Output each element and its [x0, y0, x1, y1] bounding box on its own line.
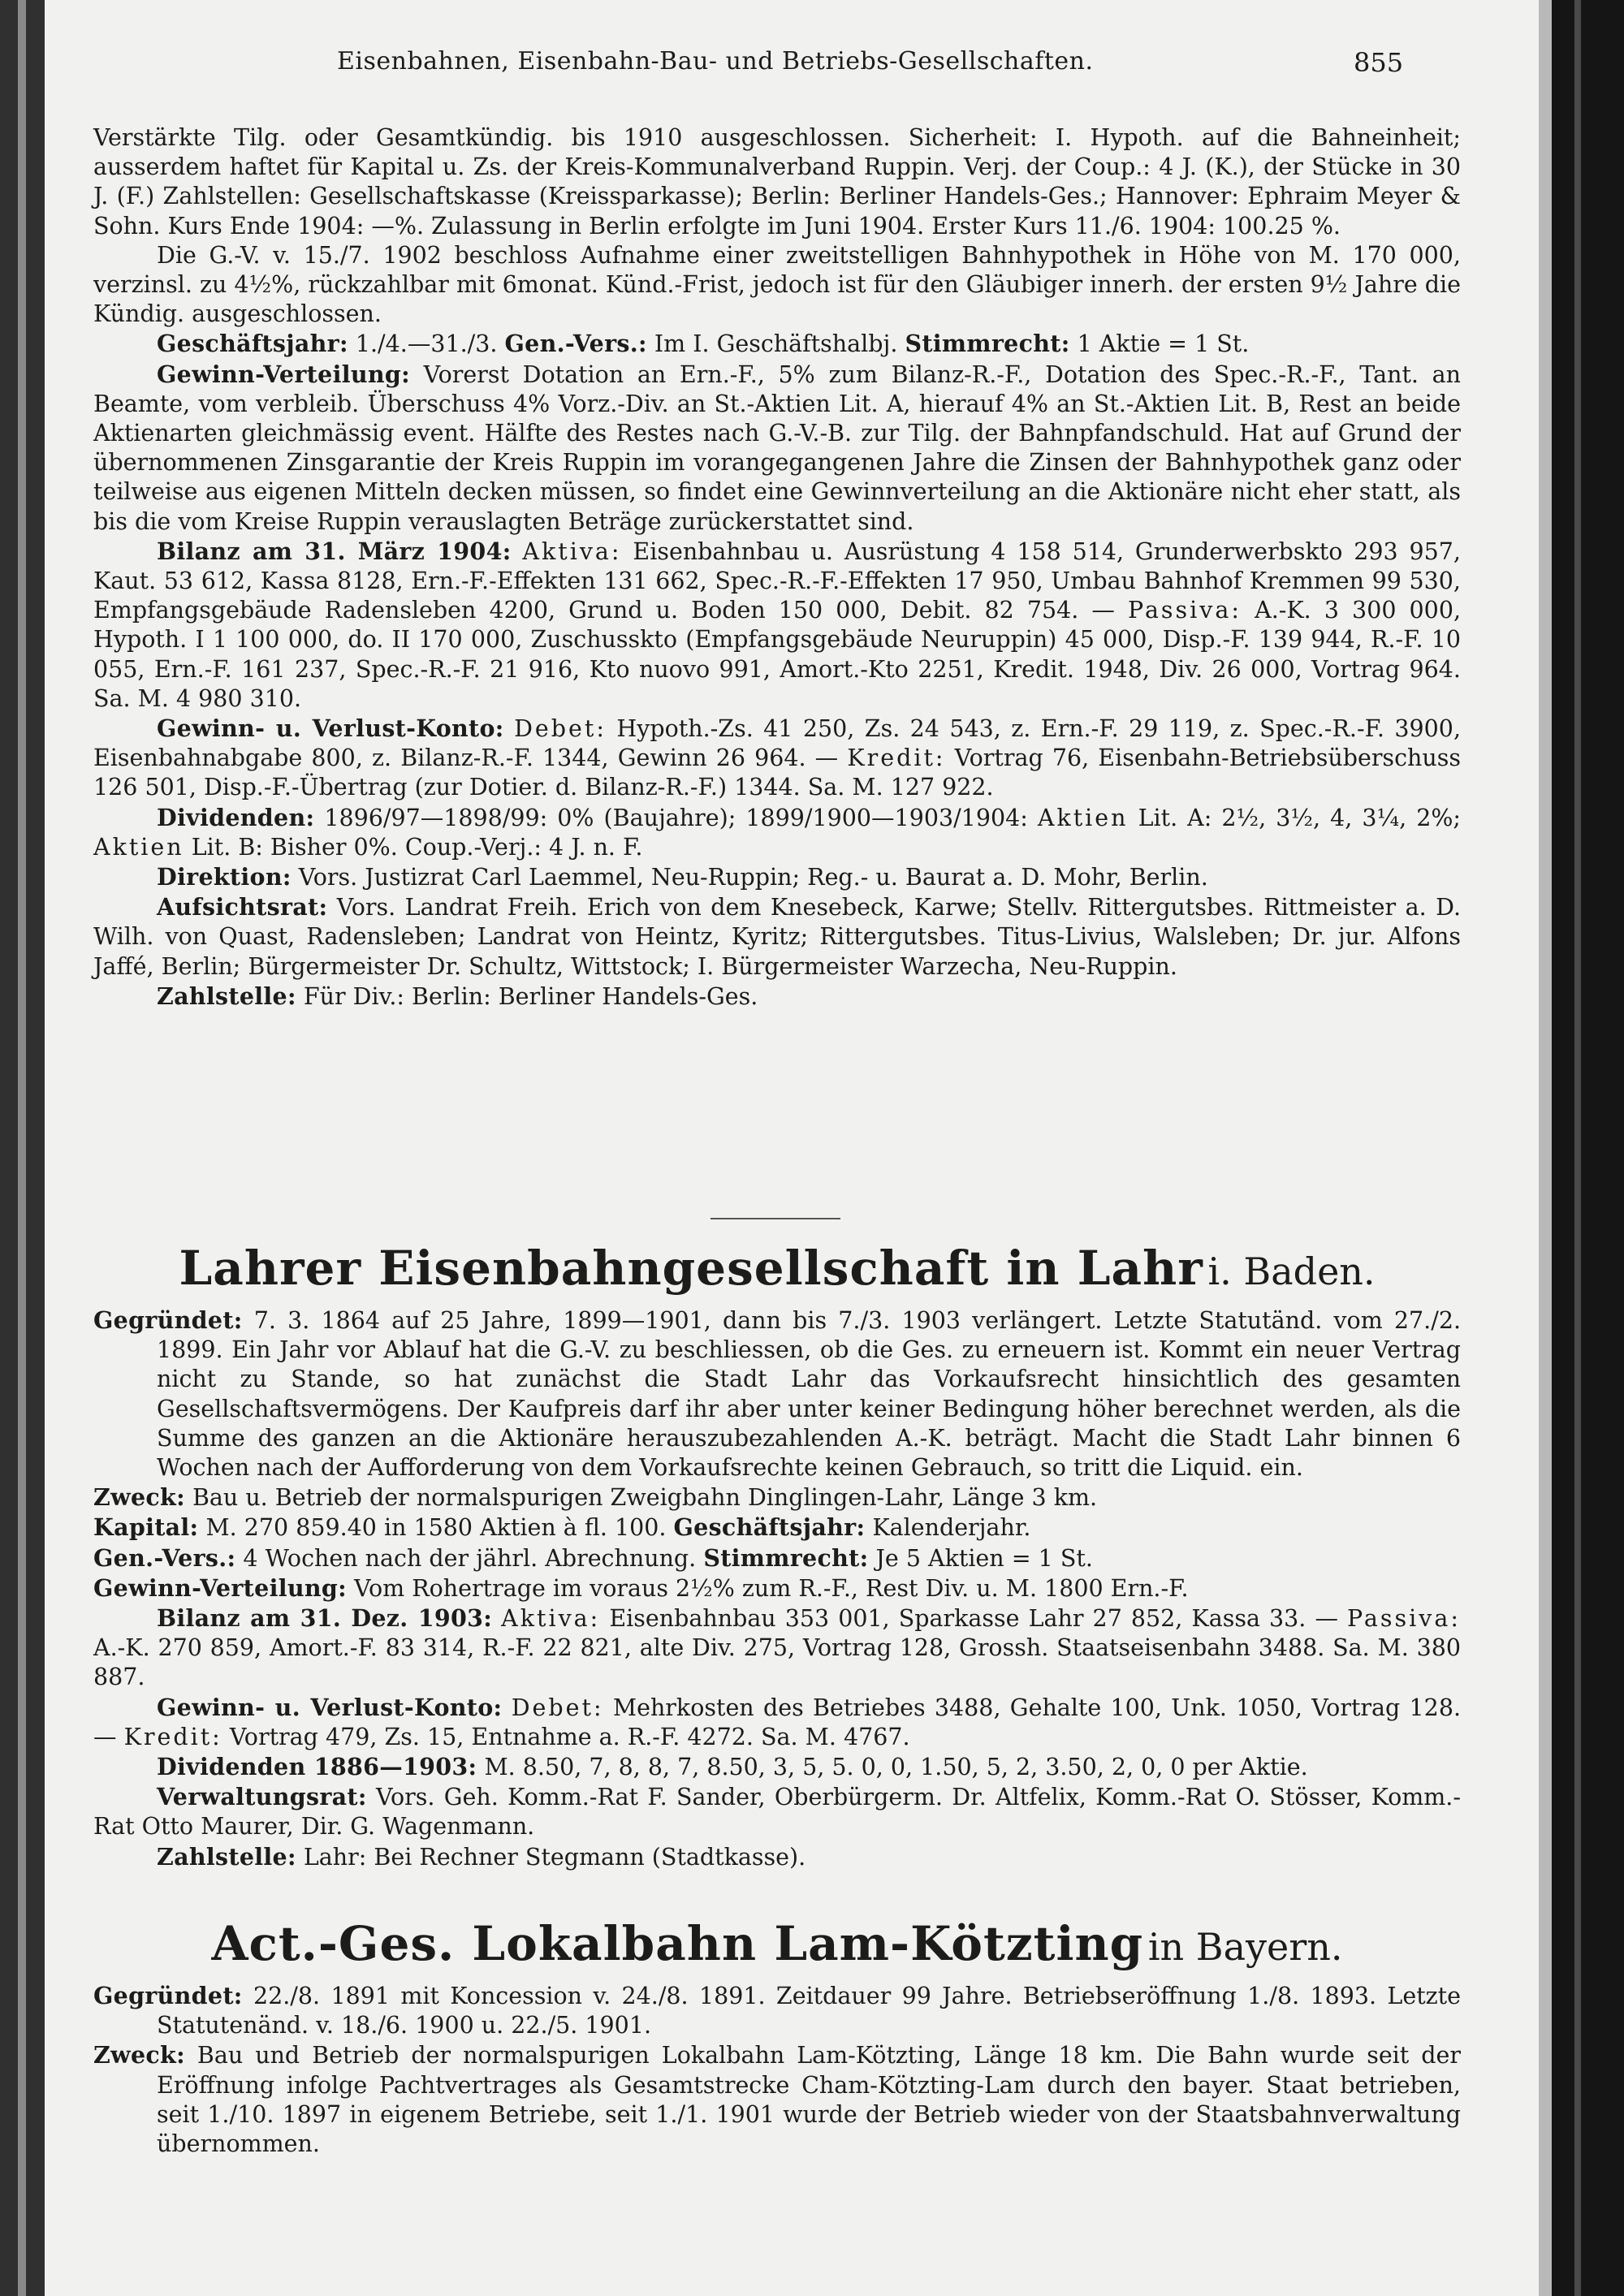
direktion-paragraph [93, 862, 1461, 892]
gegruendet-text: 7. 3. 1864 auf 25 Jahre, 1899—1901, dann bis 7./3. 1903 verlängert. Letzte Statutänd. vom 27./2. 1899. Ein Jahr vor Ablauf hat die G.-V. zu beschliessen, ob die Ges. zu erneuern ist. Kommt ein neuer Vertrag nicht zu Stande, so hat zunächst die Stadt Lahr das Vorkaufsrecht hinsichtlich des gesamten Gesellschaftsvermögens. Der Kaufpreis darf ihr aber unter keiner Bedingung höher berechnet werden, als die Summe des ganzen an die Aktionäre herauszubezahlenden A.-K. beträgt. Macht die Stadt Lahr binnen 6 Wochen nach der Aufforderung von dem Vorkaufsrechte keinen Gebrauch, so tritt die Liquid. ein. [157, 1307, 1462, 1482]
book-spine-edge [1539, 0, 1624, 2296]
company-location: i. Baden. [1207, 1249, 1376, 1293]
gegruendet-label: Gegründet: [93, 1306, 243, 1334]
kredit-text: Vortrag 76, Eisenbahn-Betriebsüberschuss 126 501, Disp.-F.-Übertrag (zur Dotier. d. Bilanz-R.-F.) 1344. Sa. M. 127 922. [93, 744, 1461, 801]
guv-label: Gewinn- u. Verlust-Konto: [157, 714, 504, 743]
company-name: Act.-Ges. Lokalbahn Lam-Kötzting [211, 1916, 1144, 1971]
dividenden-text-3: Lit. B: Bisher 0%. Coup.-Verj.: 4 J. n. F. [191, 833, 643, 861]
gewinn-verteilung-text: Vorerst Dotation an Ern.-F., 5% zum Bilanz-R.-F., Dotation des Spec.-R.-F., Tant. an Beamte, vom verbleib. Überschuss 4% Vorz.-Div. an St.-Aktien Lit. A, hierauf 4% an St.-Aktien Lit. B, Rest an beide Aktienarten gleichmässig event. Hälfte des Restes nach G.-V.-B. zur Tilg. der Bahnpfandschuld. Hat auf Grund der übernommenen Zinsgarantie der Kreis Ruppin im vorangegangenen Jahre die Zinsen der Bahnhypothek ganz oder teilweise aus eigenen Mitteln decken müssen, so findet eine Gewinnverteilung an die Aktionäre nicht eher statt, als bis die vom Kreise Ruppin verauslagten Beträge zurückerstattet sind. [93, 360, 1461, 535]
gen-vers-value: Im I. Geschäftshalbj. [654, 330, 898, 358]
dividenden-label: Dividenden 1886—1903: [157, 1753, 477, 1781]
geschaeftsjahr-label: Geschäftsjahr: [157, 330, 348, 358]
dividenden-label: Dividenden: [157, 803, 315, 831]
zweck-label: Zweck: [93, 1483, 185, 1512]
dividenden-paragraph [93, 803, 1461, 862]
bond-terms-paragraph: Verstärkte Tilg. oder Gesamtkündig. bis 1910 ausgeschlossen. Sicherheit: I. Hypoth. auf die Bahneinheit; ausserdem haftet für Kapital u. Zs. der Kreis-Kommunalverband Ruppin. Verj. der Coup.: 4 J. (K.), der Stücke in 30 J. (F.) Zahlstellen: Gesellschaftskasse (Kreissparkasse); Berlin: Berliner Handels-Ges.; Hannover: Ephraim Meyer & Sohn. Kurs Ende 1904: —%. Zulassung in Berlin erfolgte im Juni 1904. Erster Kurs 11./6. 1904: 100.25 %. [93, 124, 1461, 240]
section-continuation [93, 123, 1461, 1012]
aktien-label-a: Aktien [1037, 804, 1129, 831]
dividenden-text-1: 1896/97—1898/99: 0% (Baujahre); 1899/1900—1903/1904: [324, 804, 1028, 831]
zweck-text: Bau u. Betrieb der normalspurigen Zweigbahn Dinglingen-Lahr, Länge 3 km. [192, 1484, 1098, 1512]
gegruendet-text: 22./8. 1891 mit Koncession v. 24./8. 1891. Zeitdauer 99 Jahre. Betriebseröffnung 1./8. 1893. Letzte Statutenänd. v. 18./6. 1900 u. 22./5. 1901. [157, 1983, 1462, 2039]
zahlstelle-label: Zahlstelle: [157, 1842, 296, 1871]
section-lam [93, 1981, 1461, 2159]
zweck-label: Zweck: [93, 2041, 185, 2069]
stimmrecht-value: 1 Aktie = 1 St. [1077, 330, 1250, 358]
gewinn-verteilung-line [93, 1573, 1461, 1603]
zweck-paragraph [93, 1482, 1461, 1513]
dividenden-text-2: Lit. A: 2½, 3½, 4, 3¼, 2%; [1138, 804, 1462, 831]
kredit-text: Vortrag 479, Zs. 15, Entnahme a. R.-F. 4272. Sa. M. 4767. [229, 1723, 910, 1750]
guv-paragraph [93, 1693, 1461, 1752]
gv-resolution-paragraph: Die G.-V. v. 15./7. 1902 beschloss Aufnahme einer zweitstelligen Bahnhypothek in Höhe von M. 170 000, verzinsl. zu 4½%, rückzahlbar mit 6monat. Künd.-Frist, jedoch ist für den Gläubiger innerh. der ersten 9½ Jahre die Kündig. ausgeschlossen. [93, 241, 1461, 328]
gegruendet-paragraph [93, 1306, 1461, 1482]
running-title: Eisenbahnen, Eisenbahn-Bau- und Betriebs-Gesellschaften. [337, 47, 1094, 76]
stimmrecht-label: Stimmrecht: [703, 1543, 869, 1572]
kredit-label: Kredit: [123, 1723, 222, 1750]
bilanz-label: Bilanz am 31. März 1904: [157, 537, 512, 565]
zweck-paragraph [93, 2040, 1461, 2159]
zweck-text: Bau und Betrieb der normalspurigen Lokalbahn Lam-Kötzting, Länge 18 km. Die Bahn wurde seit der Eröffnung infolge Pachtvertrages als Gesamtstrecke Cham-Kötzting-Lam durch den bayer. Staat betrieben, seit 1./10. 1897 in eigenem Betriebe, seit 1./1. 1901 wurde der Betrieb wieder von der Staatsbahnverwaltung übernommen. [157, 2042, 1461, 2158]
debet-text: Hypoth.-Zs. 41 250, Zs. 24 543, z. Ern.-F. 29 119, z. Spec.-R.-F. 3900, Eisenbahnabgabe 800, z. Bilanz-R.-F. 1344, Gewinn 26 964. — [93, 715, 1462, 772]
gegruendet-paragraph [93, 1981, 1461, 2040]
stimmrecht-value: Je 5 Aktien = 1 St. [875, 1544, 1093, 1572]
kredit-label: Kredit: [847, 744, 946, 772]
passiva-text: A.-K. 3 300 000, Hypoth. I 1 100 000, do. II 170 000, Zuschusskto (Empfangsgebäude Neuruppin) 45 000, Disp.-F. 139 944, R.-F. 10 055, Ern.-F. 161 237, Spec.-R.-F. 21 916, Kto nuovo 991, Amort.-Kto 2251, Kredit. 1948, Div. 26 000, Vortrag 964. Sa. M. 4 980 310. [93, 597, 1462, 712]
aufsichtsrat-paragraph [93, 892, 1461, 982]
meta-line [93, 329, 1461, 359]
section-lahr [93, 1306, 1461, 1872]
verwaltungsrat-label: Verwaltungsrat: [157, 1783, 367, 1811]
gewinn-verteilung-text: Vom Rohertrage im voraus 2½% zum R.-F., Rest Div. u. M. 1800 Ern.-F. [353, 1574, 1189, 1602]
aktien-label-b: Aktien [93, 833, 184, 861]
geschaeftsjahr-label: Geschäftsjahr: [673, 1513, 866, 1542]
zahlstelle-paragraph [93, 1842, 1461, 1872]
company-name: Lahrer Eisenbahngesellschaft in Lahr [179, 1241, 1203, 1296]
section-divider [710, 1218, 840, 1219]
kapital-label: Kapital: [93, 1513, 199, 1542]
verwaltungsrat-text: Vors. Geh. Komm.-Rat F. Sander, Oberbürgerm. Dr. Altfelix, Komm.-Rat O. Stösser, Komm.-Rat Otto Maurer, Dir. G. Wagenmann. [93, 1784, 1461, 1841]
gen-vers-value: 4 Wochen nach der jährl. Abrechnung. [243, 1544, 697, 1572]
gen-vers-label: Gen.-Vers.: [504, 330, 647, 358]
passiva-text: A.-K. 270 859, Amort.-F. 83 314, R.-F. 22 821, alte Div. 275, Vortrag 128, Grossh. Staatseisenbahn 3488. Sa. M. 380 887. [93, 1634, 1461, 1691]
bilanz-label: Bilanz am 31. Dez. 1903: [157, 1604, 493, 1633]
geschaeftsjahr-value: Kalenderjahr. [872, 1514, 1031, 1542]
zahlstelle-text: Lahr: Bei Rechner Stegmann (Stadtkasse). [303, 1843, 806, 1871]
kapital-line [93, 1513, 1461, 1543]
zahlstelle-label: Zahlstelle: [157, 982, 296, 1010]
stimmrecht-label: Stimmrecht: [905, 330, 1070, 358]
dividenden-text: M. 8.50, 7, 8, 8, 7, 8.50, 3, 5, 5. 0, 0, 1.50, 5, 2, 3.50, 2, 0, 0 per Aktie. [484, 1754, 1308, 1781]
aktiva-text: Eisenbahnbau 353 001, Sparkasse Lahr 27 852, Kassa 33. — [609, 1605, 1338, 1633]
dividenden-line [93, 1752, 1461, 1782]
passiva-label: Passiva: [1347, 1605, 1461, 1633]
guv-label: Gewinn- u. Verlust-Konto: [157, 1693, 503, 1721]
gen-vers-label: Gen.-Vers.: [93, 1543, 236, 1572]
debet-label: Debet: [511, 1694, 604, 1721]
gegruendet-label: Gegründet: [93, 1982, 243, 2009]
bilanz-paragraph [93, 1603, 1461, 1693]
kapital-text: M. 270 859.40 in 1580 Aktien à fl. 100. [205, 1514, 667, 1542]
debet-text: Mehrkosten des Betriebes 3488, Gehalte 100, Unk. 1050, Vortrag 128. — [93, 1694, 1462, 1750]
gen-vers-line [93, 1543, 1461, 1573]
aktiva-label: Aktiva: [501, 1605, 601, 1633]
zahlstelle-paragraph [93, 982, 1461, 1012]
company-title-lam [93, 1916, 1461, 1971]
direktion-text: Vors. Justizrat Carl Laemmel, Neu-Ruppin; Reg.- u. Baurat a. D. Mohr, Berlin. [298, 864, 1208, 891]
gewinn-verteilung-paragraph [93, 360, 1461, 537]
verwaltungsrat-paragraph [93, 1782, 1461, 1841]
company-title-lahr [93, 1241, 1461, 1296]
company-location: in Bayern. [1147, 1925, 1343, 1969]
aufsichtsrat-text: Vors. Landrat Freih. Erich von dem Knesebeck, Karwe; Stellv. Rittergutsbes. Rittmeister a. D. Wilh. von Quast, Radensleben; Landrat von Heintz, Kyritz; Rittergutsbes. Titus-Livius, Walsleben; Dr. jur. Alfons Jaffé, Berlin; Bürgermeister Dr. Schultz, Wittstock; I. Bürgermeister Warzecha, Neu-Ruppin. [93, 894, 1461, 980]
scan-left-edge [0, 0, 45, 2296]
gewinn-verteilung-label: Gewinn-Verteilung: [157, 360, 410, 388]
gewinn-verteilung-label: Gewinn-Verteilung: [93, 1573, 347, 1602]
debet-label: Debet: [514, 715, 607, 743]
bilanz-paragraph [93, 537, 1461, 714]
aktiva-text: Eisenbahnbau u. Ausrüstung 4 158 514, Grunderwerbskto 293 957, Kaut. 53 612, Kassa 8128, Ern.-F.-Effekten 131 662, Spec.-R.-F.-Effekten 17 950, Umbau Bahnhof Kremmen 99 530, Empfangsgebäude Radensleben 4200, Grund u. Boden 150 000, Debit. 82 754. — [93, 537, 1461, 624]
guv-paragraph [93, 714, 1461, 803]
passiva-label: Passiva: [1128, 597, 1242, 624]
document-page [45, 0, 1539, 2296]
page-number: 855 [1354, 47, 1404, 78]
aufsichtsrat-label: Aufsichtsrat: [157, 893, 328, 921]
aktiva-label: Aktiva: [522, 537, 622, 565]
direktion-label: Direktion: [157, 863, 292, 891]
geschaeftsjahr-value: 1./4.—31./3. [355, 330, 498, 358]
zahlstelle-text: Für Div.: Berlin: Berliner Handels-Ges. [303, 982, 758, 1010]
